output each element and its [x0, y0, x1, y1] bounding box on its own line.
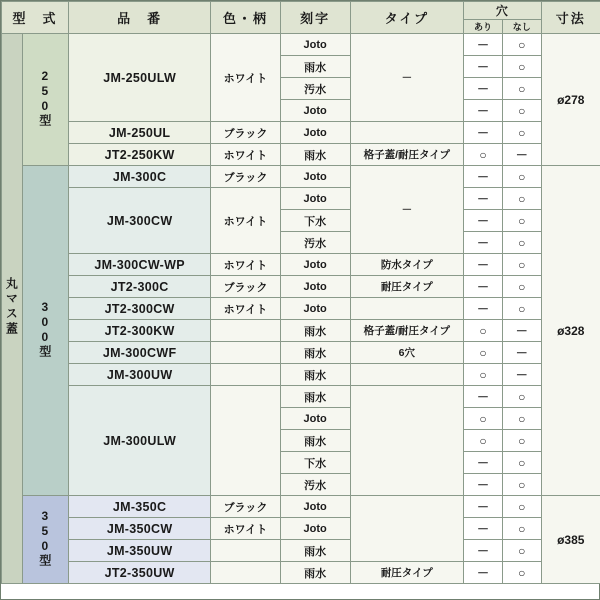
- hole-no-value: ○: [502, 34, 541, 56]
- product-code: JT2-300C: [69, 276, 211, 298]
- stamp-value: Joto: [280, 34, 350, 56]
- stamp-value: 雨水: [280, 320, 350, 342]
- type-value: [350, 386, 464, 496]
- hole-no-value: ○: [502, 496, 541, 518]
- product-color: [211, 386, 281, 496]
- hole-yes-value: －: [464, 276, 503, 298]
- hole-yes-value: －: [464, 34, 503, 56]
- header-hole-no: なし: [502, 20, 541, 34]
- table-row: [2, 342, 600, 364]
- type-value: 6穴: [350, 342, 464, 364]
- hole-yes-value: ○: [464, 364, 503, 386]
- table-row: [2, 276, 600, 298]
- hole-yes-value: －: [464, 210, 503, 232]
- stamp-value: 雨水: [280, 364, 350, 386]
- hole-no-value: ○: [502, 188, 541, 210]
- hole-yes-value: －: [464, 100, 503, 122]
- hole-yes-value: －: [464, 78, 503, 100]
- stamp-value: 汚水: [280, 78, 350, 100]
- hole-yes-value: －: [464, 496, 503, 518]
- table-row: [2, 496, 600, 518]
- table-header: [2, 2, 600, 34]
- product-color: [211, 562, 281, 584]
- product-code: JM-300ULW: [69, 386, 211, 496]
- hole-yes-value: －: [464, 232, 503, 254]
- stamp-value: Joto: [280, 166, 350, 188]
- hole-yes-value: －: [464, 474, 503, 496]
- table-row: [2, 298, 600, 320]
- stamp-value: 雨水: [280, 562, 350, 584]
- type-value: 耐圧タイプ: [350, 562, 464, 584]
- model-group-label: 300型: [22, 166, 68, 496]
- table-row: [2, 386, 600, 408]
- hole-no-value: ○: [502, 474, 541, 496]
- product-color: ブラック: [211, 166, 281, 188]
- hole-yes-value: －: [464, 122, 503, 144]
- stamp-value: 雨水: [280, 342, 350, 364]
- product-spec-table: [1, 1, 600, 584]
- table-row: [2, 518, 600, 540]
- product-code: JT2-300CW: [69, 298, 211, 320]
- product-color: ホワイト: [211, 518, 281, 540]
- header-code: 品 番: [69, 2, 211, 34]
- hole-no-value: ○: [502, 386, 541, 408]
- product-color: ホワイト: [211, 144, 281, 166]
- product-color: [211, 342, 281, 364]
- dimension-value: ø278: [541, 34, 600, 166]
- hole-yes-value: －: [464, 386, 503, 408]
- stamp-value: 雨水: [280, 540, 350, 562]
- stamp-value: 雨水: [280, 430, 350, 452]
- stamp-value: 汚水: [280, 474, 350, 496]
- hole-no-value: ○: [502, 100, 541, 122]
- hole-yes-value: －: [464, 166, 503, 188]
- stamp-value: 下水: [280, 452, 350, 474]
- product-code: JM-250UL: [69, 122, 211, 144]
- table-row: [2, 122, 600, 144]
- stamp-value: 下水: [280, 210, 350, 232]
- stamp-value: Joto: [280, 496, 350, 518]
- product-code: JM-350CW: [69, 518, 211, 540]
- stamp-value: Joto: [280, 254, 350, 276]
- hole-no-value: ○: [502, 254, 541, 276]
- table-row: [2, 562, 600, 584]
- dimension-value: ø385: [541, 496, 600, 584]
- stamp-value: 汚水: [280, 232, 350, 254]
- hole-yes-value: ○: [464, 144, 503, 166]
- hole-no-value: －: [502, 320, 541, 342]
- hole-yes-value: －: [464, 188, 503, 210]
- product-color: ホワイト: [211, 254, 281, 276]
- product-color: [211, 540, 281, 562]
- hole-no-value: ○: [502, 518, 541, 540]
- stamp-value: Joto: [280, 100, 350, 122]
- table-row: [2, 34, 600, 56]
- table-row: [2, 188, 600, 210]
- product-color: ホワイト: [211, 188, 281, 254]
- spine-label: 丸マス蓋: [2, 34, 23, 584]
- header-hole: 穴: [464, 2, 541, 20]
- type-value: 格子蓋/耐圧タイプ: [350, 144, 464, 166]
- type-value: [350, 496, 464, 562]
- hole-no-value: －: [502, 144, 541, 166]
- stamp-value: Joto: [280, 122, 350, 144]
- dimension-value: ø328: [541, 166, 600, 496]
- hole-yes-value: －: [464, 562, 503, 584]
- product-code: JT2-350UW: [69, 562, 211, 584]
- hole-yes-value: －: [464, 452, 503, 474]
- table-row: [2, 364, 600, 386]
- product-color: ホワイト: [211, 298, 281, 320]
- product-color: ブラック: [211, 496, 281, 518]
- product-color: ホワイト: [211, 34, 281, 122]
- hole-yes-value: －: [464, 298, 503, 320]
- hole-no-value: ○: [502, 430, 541, 452]
- hole-no-value: ○: [502, 78, 541, 100]
- model-group-label: 350型: [22, 496, 68, 584]
- hole-no-value: ○: [502, 210, 541, 232]
- product-code: JM-300C: [69, 166, 211, 188]
- hole-yes-value: －: [464, 56, 503, 78]
- type-value: 耐圧タイプ: [350, 276, 464, 298]
- type-value: －: [350, 34, 464, 122]
- header-stamp: 刻字: [280, 2, 350, 34]
- table-row: [2, 540, 600, 562]
- hole-yes-value: －: [464, 254, 503, 276]
- stamp-value: 雨水: [280, 386, 350, 408]
- stamp-value: 雨水: [280, 144, 350, 166]
- type-value: [350, 122, 464, 144]
- type-value: [350, 298, 464, 320]
- product-code: JM-350UW: [69, 540, 211, 562]
- product-color: [211, 320, 281, 342]
- hole-no-value: ○: [502, 56, 541, 78]
- model-group-label: 250型: [22, 34, 68, 166]
- hole-yes-value: ○: [464, 430, 503, 452]
- product-code: JT2-250KW: [69, 144, 211, 166]
- stamp-value: Joto: [280, 276, 350, 298]
- product-color: [211, 364, 281, 386]
- table-row: [2, 320, 600, 342]
- type-value: [350, 364, 464, 386]
- hole-no-value: －: [502, 342, 541, 364]
- product-code: JM-250ULW: [69, 34, 211, 122]
- table-row: [2, 166, 600, 188]
- stamp-value: Joto: [280, 408, 350, 430]
- header-type: タイプ: [350, 2, 464, 34]
- product-code: JT2-300KW: [69, 320, 211, 342]
- hole-no-value: －: [502, 364, 541, 386]
- product-code: JM-300UW: [69, 364, 211, 386]
- hole-yes-value: ○: [464, 320, 503, 342]
- hole-yes-value: ○: [464, 408, 503, 430]
- table-body: [2, 34, 600, 584]
- hole-no-value: ○: [502, 540, 541, 562]
- type-value: －: [350, 166, 464, 254]
- table-row: [2, 254, 600, 276]
- hole-no-value: ○: [502, 166, 541, 188]
- product-color: ブラック: [211, 276, 281, 298]
- stamp-value: Joto: [280, 188, 350, 210]
- hole-yes-value: ○: [464, 342, 503, 364]
- hole-yes-value: －: [464, 540, 503, 562]
- hole-no-value: ○: [502, 122, 541, 144]
- header-model: 型 式: [2, 2, 69, 34]
- stamp-value: Joto: [280, 518, 350, 540]
- product-code: JM-300CW: [69, 188, 211, 254]
- product-code: JM-350C: [69, 496, 211, 518]
- hole-no-value: ○: [502, 232, 541, 254]
- product-code: JM-300CW-WP: [69, 254, 211, 276]
- product-color: ブラック: [211, 122, 281, 144]
- hole-no-value: ○: [502, 276, 541, 298]
- table-row: [2, 144, 600, 166]
- header-color: 色・柄: [211, 2, 281, 34]
- hole-no-value: ○: [502, 408, 541, 430]
- header-hole-yes: あり: [464, 20, 503, 34]
- hole-no-value: ○: [502, 562, 541, 584]
- hole-no-value: ○: [502, 452, 541, 474]
- hole-yes-value: －: [464, 518, 503, 540]
- type-value: 防水タイプ: [350, 254, 464, 276]
- hole-no-value: ○: [502, 298, 541, 320]
- stamp-value: 雨水: [280, 56, 350, 78]
- product-code: JM-300CWF: [69, 342, 211, 364]
- type-value: 格子蓋/耐圧タイプ: [350, 320, 464, 342]
- header-dimension: 寸法: [541, 2, 600, 34]
- stamp-value: Joto: [280, 298, 350, 320]
